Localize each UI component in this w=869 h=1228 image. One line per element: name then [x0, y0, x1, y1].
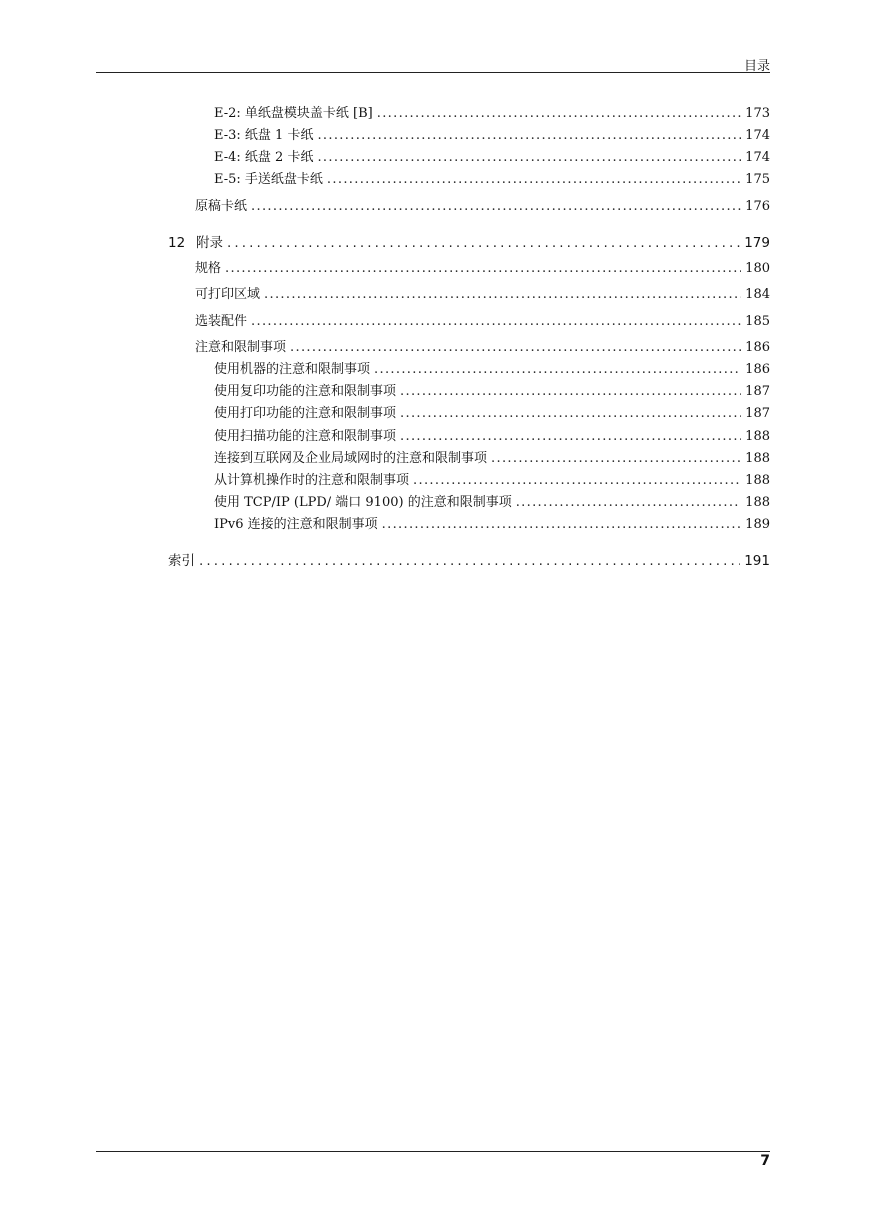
- toc-entry-notes-tcpip[interactable]: [214, 495, 770, 511]
- toc-entry-notes[interactable]: [195, 340, 770, 356]
- toc-entry-e5[interactable]: [214, 172, 770, 188]
- dot-leader: [317, 150, 741, 166]
- dot-leader: [251, 199, 741, 215]
- toc-entry-notes-ipv6[interactable]: [214, 517, 770, 533]
- chapter-number: 12: [168, 235, 186, 251]
- toc-entry-label: 原稿卡纸: [195, 199, 248, 214]
- toc-entry-page: 189: [745, 517, 770, 532]
- toc-entry-label: IPv6 连接的注意和限制事项: [214, 517, 378, 532]
- dot-leader: [516, 495, 741, 511]
- dot-leader: [317, 128, 741, 144]
- toc-chapter-12[interactable]: [168, 235, 770, 251]
- dot-leader: [382, 517, 742, 533]
- toc-index[interactable]: [168, 553, 770, 569]
- dot-leader: [400, 384, 741, 400]
- toc-entry-label: 使用打印功能的注意和限制事项: [214, 406, 397, 421]
- toc-entry-e2[interactable]: [214, 106, 770, 122]
- toc-entry-label: E-4: 纸盘 2 卡纸: [214, 150, 314, 165]
- toc-entry-options[interactable]: [195, 314, 770, 330]
- toc-entry-print-area[interactable]: [195, 287, 770, 303]
- toc-entry-page: 188: [745, 451, 770, 466]
- toc-entry-label: 可打印区域: [195, 287, 261, 302]
- toc-entry-label: 使用 TCP/IP (LPD/ 端口 9100) 的注意和限制事项: [214, 495, 512, 510]
- dot-leader: [327, 172, 741, 188]
- dot-leader: [400, 406, 741, 422]
- toc-entry-page: 188: [745, 473, 770, 488]
- toc-entry-page: 188: [745, 429, 770, 444]
- toc-entry-page: 174: [745, 150, 770, 165]
- toc-entry-page: 176: [745, 199, 770, 214]
- index-heading: 索引: [168, 553, 195, 569]
- toc-entry-label: E-2: 单纸盘模块盖卡纸 [B]: [214, 106, 373, 121]
- toc-entry-label: E-5: 手送纸盘卡纸: [214, 172, 323, 187]
- header-title: 目录: [743, 59, 770, 74]
- toc-entry-notes-internet[interactable]: [214, 451, 770, 467]
- dot-leader: [227, 235, 740, 251]
- toc-entry-original-jam[interactable]: [195, 199, 770, 215]
- toc-entry-page: 173: [745, 106, 770, 121]
- toc-entry-page: 185: [745, 314, 770, 329]
- toc-entry-notes-computer[interactable]: [214, 473, 770, 489]
- dot-leader: [400, 429, 741, 445]
- dot-leader: [374, 362, 741, 378]
- toc-entry-page: 179: [744, 235, 770, 251]
- toc-entry-label: 连接到互联网及企业局域网时的注意和限制事项: [214, 451, 488, 466]
- footer-rule: [96, 1151, 770, 1152]
- chapter-title: 附录: [196, 235, 223, 251]
- chapter-heading: [168, 235, 227, 251]
- toc-entry-label: 使用机器的注意和限制事项: [214, 362, 371, 377]
- dot-leader: [225, 261, 741, 277]
- toc-entry-label: 注意和限制事项: [195, 340, 287, 355]
- header-rule: [96, 72, 770, 73]
- toc-entry-page: 186: [745, 362, 770, 377]
- toc-entry-notes-print[interactable]: [214, 406, 770, 422]
- page-number: 7: [760, 1153, 770, 1169]
- toc-entry-notes-scan[interactable]: [214, 429, 770, 445]
- toc-entry-specs[interactable]: [195, 261, 770, 277]
- toc-entry-page: 187: [745, 384, 770, 399]
- toc-entry-label: 从计算机操作时的注意和限制事项: [214, 473, 410, 488]
- dot-leader: [264, 287, 741, 303]
- toc-entry-label: 选装配件: [195, 314, 248, 329]
- dot-leader: [377, 106, 741, 122]
- toc-entry-label: 规格: [195, 261, 222, 276]
- dot-leader: [251, 314, 741, 330]
- dot-leader: [491, 451, 741, 467]
- dot-leader: [290, 340, 741, 356]
- toc-entry-page: 175: [745, 172, 770, 187]
- dot-leader: [413, 473, 741, 489]
- toc-entry-notes-machine[interactable]: [214, 362, 770, 378]
- toc-entry-e3[interactable]: [214, 128, 770, 144]
- dot-leader: [199, 553, 740, 569]
- toc-entry-page: 187: [745, 406, 770, 421]
- toc-entry-page: 186: [745, 340, 770, 355]
- toc-entry-page: 174: [745, 128, 770, 143]
- toc-entry-notes-copy[interactable]: [214, 384, 770, 400]
- toc-entry-label: 使用扫描功能的注意和限制事项: [214, 429, 397, 444]
- toc-entry-label: E-3: 纸盘 1 卡纸: [214, 128, 314, 143]
- toc-entry-page: 184: [745, 287, 770, 302]
- toc-entry-label: 使用复印功能的注意和限制事项: [214, 384, 397, 399]
- toc-entry-page: 180: [745, 261, 770, 276]
- toc-entry-page: 188: [745, 495, 770, 510]
- toc-entry-e4[interactable]: [214, 150, 770, 166]
- toc-entry-page: 191: [744, 553, 770, 569]
